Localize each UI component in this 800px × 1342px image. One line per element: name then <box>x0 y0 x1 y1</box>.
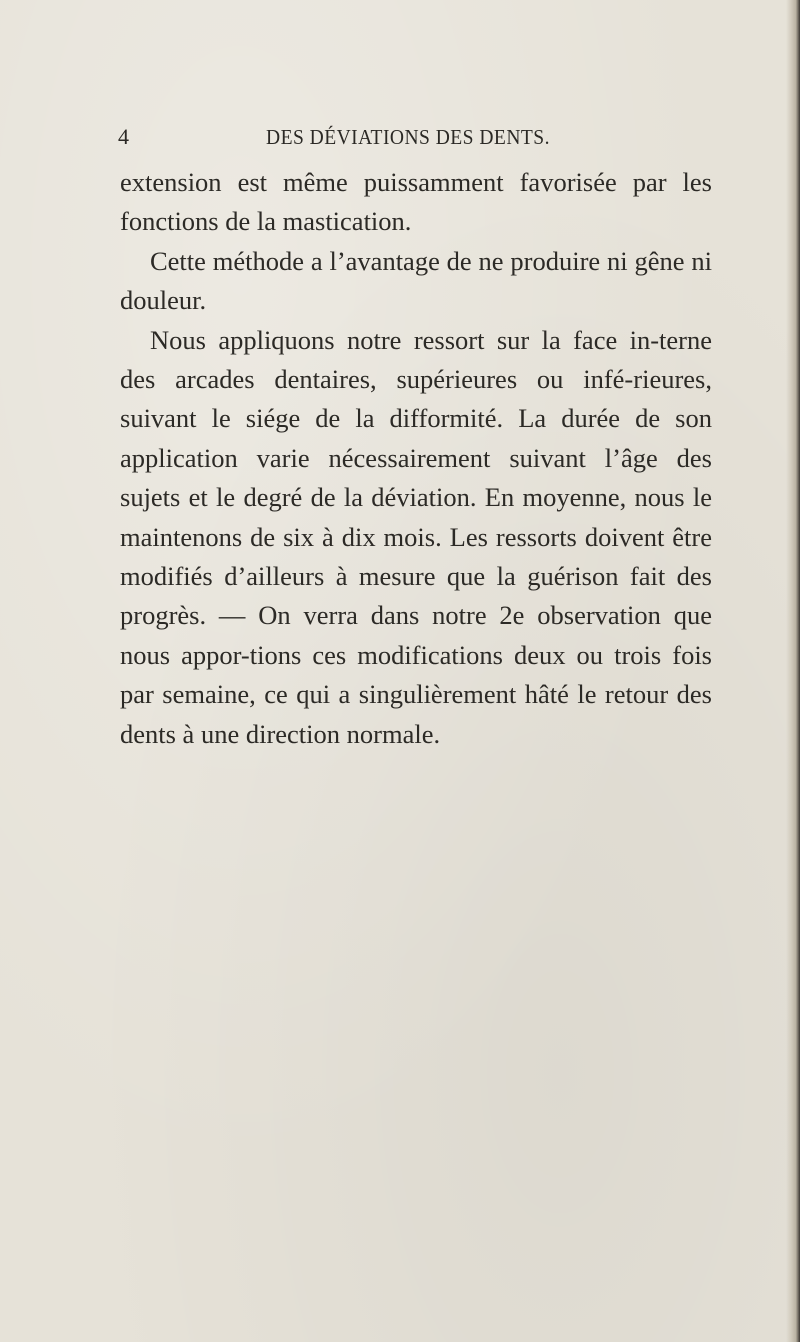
page-number: 4 <box>118 124 129 149</box>
paragraph-application: Nous appliquons notre ressort sur la face in-terne des arcades dentaires, supérieures ou infé-rieures, suivant le siége de la difformité. La durée de son application varie nécessairement suivant l’âge des sujets et le degré de la déviation. En moyenne, nous le maintenons de six à dix mois. Les ressorts doivent être modifiés d’ailleurs à mesure que la guérison fait des progrès. — On verra dans notre 2e observation que nous appor-tions ces modifications deux ou trois fois par semaine, ce qui a singulièrement hâté le retour des dents à une direction normale. <box>120 324 712 749</box>
running-head <box>118 122 648 152</box>
paragraph-method: Cette méthode a l’avantage de ne produire ni gêne ni douleur. <box>120 245 712 316</box>
running-title: DES DÉVIATIONS DES DENTS. <box>266 125 550 149</box>
body-text <box>120 163 712 754</box>
paragraph-continuation: extension est même puissamment favorisée par les fonctions de la mastication. <box>120 167 712 237</box>
page-binding-edge <box>786 0 800 1342</box>
